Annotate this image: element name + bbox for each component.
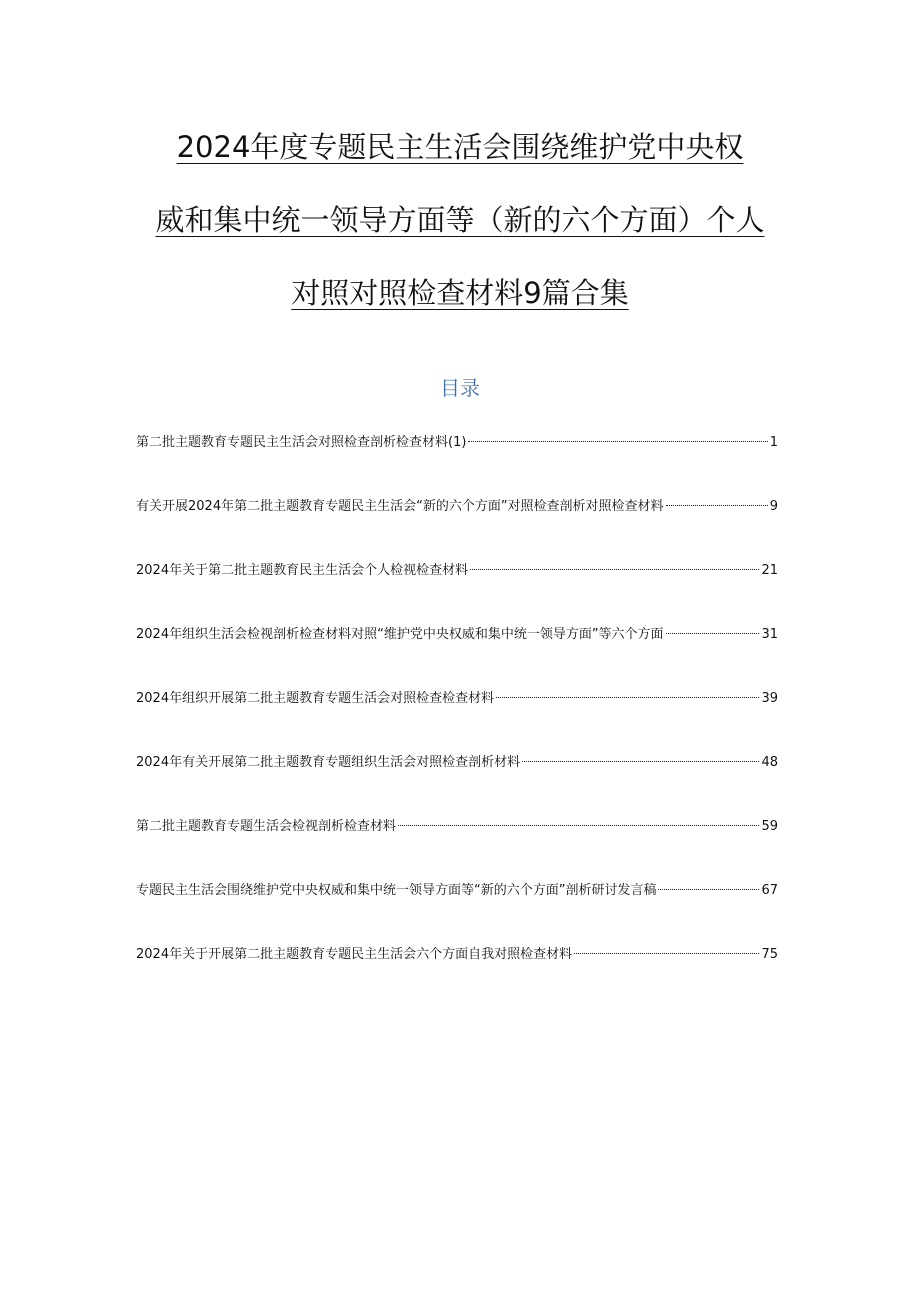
toc-entry-title: 2024年关于第二批主题教育民主生活会个人检视检查材料: [136, 563, 469, 578]
toc-dot-leader: [666, 633, 760, 634]
toc-entry-title: 2024年组织开展第二批主题教育专题生活会对照检查检查材料: [136, 691, 495, 706]
toc-entry[interactable]: [136, 432, 778, 496]
toc-entry-title: 2024年关于开展第二批主题教育专题民主生活会六个方面自我对照检查材料: [136, 947, 573, 962]
toc-entry[interactable]: [136, 752, 778, 816]
table-of-contents: [136, 432, 778, 1008]
toc-entry-title: 有关开展2024年第二批主题教育专题民主生活会“新的六个方面”对照检查剖析对照检查材料: [136, 499, 664, 514]
toc-entry-title: 第二批主题教育专题生活会检视剖析检查材料: [136, 819, 397, 834]
toc-dot-leader: [666, 505, 768, 506]
toc-dot-leader: [658, 889, 759, 890]
toc-entry-page: 59: [761, 819, 778, 834]
toc-entry-page: 39: [761, 691, 778, 706]
toc-dot-leader: [522, 761, 759, 762]
toc-dot-leader: [468, 441, 767, 442]
toc-entry-title: 2024年有关开展第二批主题教育专题组织生活会对照检查剖析材料: [136, 755, 521, 770]
toc-entry-title: 第二批主题教育专题民主生活会对照检查剖析检查材料(1): [136, 435, 467, 450]
toc-dot-leader: [574, 953, 759, 954]
toc-entry[interactable]: [136, 688, 778, 752]
title-line-2: 威和集中统一领导方面等（新的六个方面）个人: [155, 203, 765, 237]
title-line-1: 2024年度专题民主生活会围绕维护党中央权: [176, 130, 744, 164]
toc-dot-leader: [398, 825, 759, 826]
toc-entry[interactable]: [136, 496, 778, 560]
toc-entry[interactable]: [136, 560, 778, 624]
toc-entry-title: 专题民主生活会围绕维护党中央权威和集中统一领导方面等“新的六个方面”剖析研讨发言稿: [136, 883, 657, 898]
toc-entry[interactable]: [136, 816, 778, 880]
document-title: [0, 128, 920, 347]
toc-entry-page: 31: [761, 627, 778, 642]
toc-entry[interactable]: [136, 880, 778, 944]
toc-dot-leader: [470, 569, 759, 570]
toc-dot-leader: [496, 697, 759, 698]
toc-entry[interactable]: [136, 944, 778, 1008]
toc-entry[interactable]: [136, 624, 778, 688]
toc-entry-page: 48: [761, 755, 778, 770]
toc-entry-title: 2024年组织生活会检视剖析检查材料对照“维护党中央权威和集中统一领导方面”等六个方面: [136, 627, 664, 642]
toc-entry-page: 67: [761, 883, 778, 898]
title-line-3: 对照对照检查材料9篇合集: [291, 276, 629, 310]
toc-entry-page: 9: [769, 499, 778, 514]
toc-entry-page: 75: [761, 947, 778, 962]
toc-entry-page: 21: [761, 563, 778, 578]
toc-heading: 目录: [440, 376, 480, 400]
toc-entry-page: 1: [769, 435, 778, 450]
